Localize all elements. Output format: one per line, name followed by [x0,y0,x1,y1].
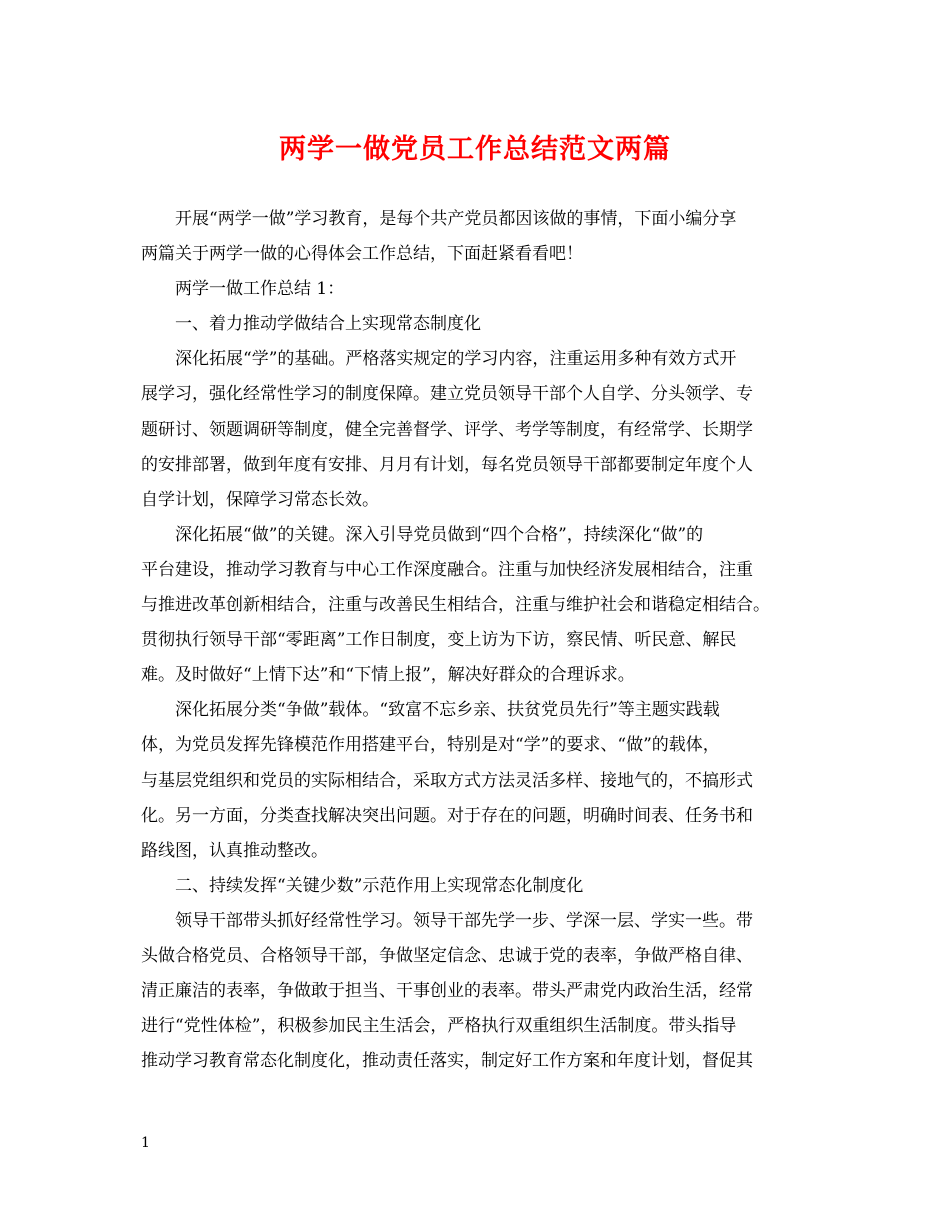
text-line: 与基层党组织和党员的实际相结合，采取方式方法灵活多样、接地气的，不搞形式 [141,770,753,791]
text-line: 二、持续发挥“关键少数”示范作用上实现常态化制度化 [175,875,584,896]
text-line: 化。另一方面，分类查找解决突出问题。对于存在的问题，明确时间表、任务书和 [141,805,753,826]
document-title: 两学一做党员工作总结范文两篇 [279,134,671,165]
text-line: 深化拓展“学”的基础。严格落实规定的学习内容，注重运用多种有效方式开 [175,349,737,370]
text-line: 体，为党员发挥先锋模范作用搭建平台，特别是对“学”的要求、“做”的载体， [141,735,720,756]
text-line: 两篇关于两学一做的心得体会工作总结，下面赶紧看看吧！ [141,244,583,265]
text-line: 展学习，强化经常性学习的制度保障。建立党员领导干部个人自学、分头领学、专 [141,384,753,405]
document-body [141,202,813,1079]
text-line: 与推进改革创新相结合，注重与改善民生相结合，注重与维护社会和谐稳定相结合。 [141,595,770,616]
text-line: 领导干部带头抓好经常性学习。领导干部先学一步、学深一层、学实一些。带 [175,910,753,931]
text-line: 自学计划，保障学习常态长效。 [141,489,379,510]
text-line: 一、着力推动学做结合上实现常态制度化 [175,314,481,335]
text-line: 的安排部署，做到年度有安排、月月有计划，每名党员领导干部都要制定年度个人 [141,454,753,475]
text-line: 平台建设，推动学习教育与中心工作深度融合。注重与加快经济发展相结合，注重 [141,559,753,580]
text-line: 难。及时做好“上情下达”和“下情上报”，解决好群众的合理诉求。 [141,665,635,686]
text-line: 推动学习教育常态化制度化，推动责任落实，制定好工作方案和年度计划，督促其 [141,1051,753,1072]
text-line: 头做合格党员、合格领导干部，争做坚定信念、忠诚于党的表率，争做严格自律、 [141,945,753,966]
text-line: 清正廉洁的表率，争做敢于担当、干事创业的表率。带头严肃党内政治生活，经常 [141,981,753,1002]
text-line: 路线图，认真推动整改。 [141,840,328,861]
text-line: 两学一做工作总结 1： [175,279,345,300]
text-line: 进行“党性体检”，积极参加民主生活会，严格执行双重组织生活制度。带头指导 [141,1016,737,1037]
text-line: 深化拓展分类“争做”载体。“致富不忘乡亲、扶贫党员先行”等主题实践载 [175,700,720,721]
page-number: 1 [141,1135,150,1151]
text-line: 开展“两学一做”学习教育，是每个共产党员都因该做的事情，下面小编分享 [175,209,737,229]
text-line: 贯彻执行领导干部“零距离”工作日制度，变上访为下访，察民情、听民意、解民 [141,630,737,651]
text-line: 题研讨、领题调研等制度，健全完善督学、评学、考学等制度，有经常学、长期学 [141,419,753,440]
text-line: 深化拓展“做”的关键。深入引导党员做到“四个合格”，持续深化“做”的 [175,524,704,545]
